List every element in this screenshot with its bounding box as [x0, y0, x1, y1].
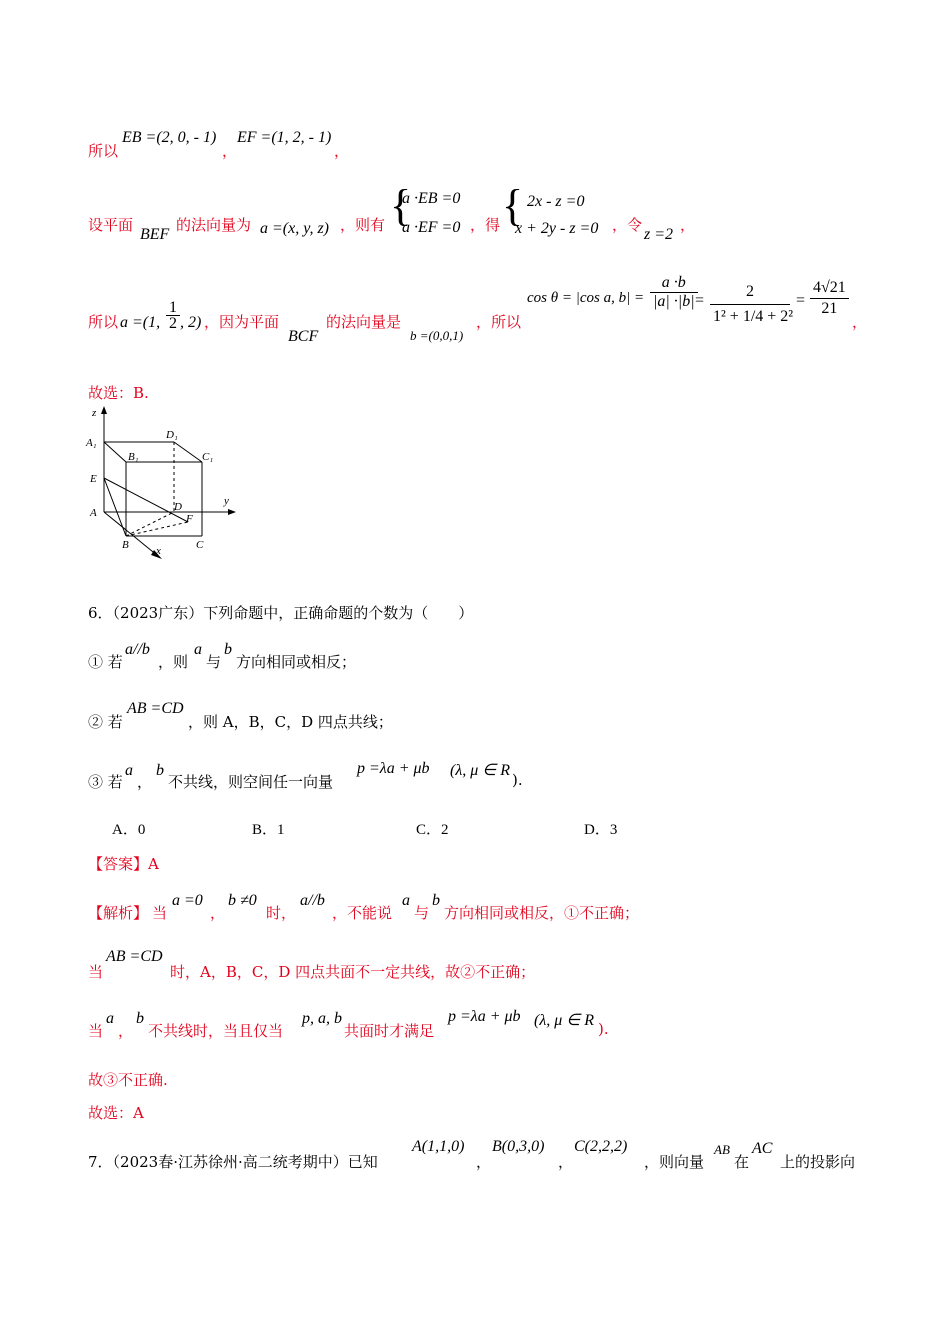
- text-projection: 上的投影向: [780, 1153, 856, 1171]
- q6-s2-end: ，则 A，B，C，D 四点共线；: [188, 713, 393, 731]
- math-a: a: [402, 892, 410, 909]
- q6-s3-b: b: [156, 762, 164, 779]
- text-comma: ，: [222, 142, 238, 160]
- text-equals: =: [796, 292, 806, 309]
- text-comma: ，: [210, 904, 226, 922]
- answer-label: 【答案】A: [88, 855, 159, 873]
- q6-s1-b: b: [224, 641, 232, 658]
- math-b-nonzero: b ≠0: [228, 892, 257, 909]
- q6-s3-a: a: [125, 762, 133, 779]
- text-when: 当: [152, 904, 168, 922]
- label-c: C: [196, 539, 204, 551]
- math-a-vec: a =(1,: [120, 314, 161, 331]
- math-plane-bcf: BCF: [288, 328, 319, 345]
- text-cannot: ，不能说: [332, 904, 393, 922]
- brace-left: {: [390, 181, 412, 230]
- text-therefore: ，所以: [476, 313, 522, 331]
- option-b: B．1: [252, 822, 285, 838]
- text-vector: ，则向量: [644, 1153, 705, 1171]
- math-ef: EF =(1, 2, - 1): [237, 129, 332, 146]
- text-when: 当: [88, 1022, 104, 1040]
- q6-s3-cond: (λ, μ ∈ R: [450, 762, 510, 779]
- math-pab: p, a, b: [302, 1010, 342, 1027]
- math-point-c: C(2,2,2): [574, 1138, 628, 1155]
- frac-two: $\frac{2}{\text{1² + 1/4 + 2²}}$: [710, 280, 790, 329]
- q7-stem: 7．（2023春·江苏徐州·高二统考期中）已知: [88, 1153, 378, 1171]
- q6-s3-pre: ③ 若: [88, 773, 123, 791]
- text-comma: ，: [558, 1153, 574, 1171]
- label-x: x: [156, 545, 161, 557]
- label-a: A: [90, 507, 97, 519]
- frac-result: $\frac{4√21}{21}$: [810, 278, 849, 319]
- text-normal-vector: 的法向量为: [176, 216, 252, 234]
- math-a-vec-end: , 2): [180, 314, 202, 331]
- q6-s1-a: a: [194, 641, 202, 658]
- math-a-zero: a =0: [172, 892, 203, 909]
- text-comma: ，: [680, 216, 696, 234]
- text-get: ，得: [470, 216, 501, 234]
- text-comma: ，: [476, 1153, 492, 1171]
- text-so: 所以: [88, 142, 119, 160]
- text-p2-end: 时，A，B，C，D 四点共面不一定共线，故②不正确；: [170, 963, 536, 981]
- math-cond: (λ, μ ∈ R: [534, 1012, 594, 1029]
- q6-s2-pre: ② 若: [88, 713, 123, 731]
- label-d: D: [174, 501, 182, 513]
- text-normal-is: 的法向量是: [326, 313, 402, 331]
- math-parallel: a//b: [300, 892, 325, 909]
- math-p-combo: p =λa + μb: [448, 1008, 521, 1025]
- brace-left: {: [502, 181, 524, 230]
- q6-s1-yu: 与: [206, 653, 222, 671]
- label-f: F: [186, 513, 193, 525]
- math-point-a: A(1,1,0): [412, 1138, 465, 1155]
- math-plane-bef: BEF: [140, 226, 170, 243]
- label-y: y: [224, 495, 229, 507]
- math-b-vec: b =(0,0,1): [410, 328, 464, 343]
- cube-figure: [84, 404, 244, 564]
- math-ac: AC: [752, 1140, 773, 1157]
- label-a1: A₁: [86, 437, 97, 449]
- q6-s1-end: 方向相同或相反；: [236, 653, 357, 671]
- q6-s1-m: a//b: [125, 641, 150, 658]
- q6-s3-c: ，: [137, 773, 153, 791]
- text-let: ，令: [612, 216, 643, 234]
- label-b: B: [122, 539, 129, 551]
- label-b1: B₁: [128, 451, 139, 463]
- option-a: A．0: [112, 822, 146, 838]
- math-ab-cd: AB =CD: [106, 948, 163, 965]
- text-p3-end: ).: [598, 1020, 609, 1038]
- math-a: a: [106, 1010, 114, 1027]
- math-z2: z =2: [644, 226, 674, 243]
- x-axis: [104, 512, 158, 556]
- text-at: 在: [734, 1153, 750, 1171]
- q6-s2-m: AB =CD: [127, 700, 184, 717]
- q6-s3-mid: 不共线，则空间任一向量: [168, 773, 334, 791]
- math-cos: cos θ = |cos a, b| =: [527, 290, 645, 306]
- math-a-xyz: a =(x, y, z): [260, 220, 329, 237]
- text-so: 所以: [88, 313, 119, 331]
- option-d: D．3: [584, 822, 618, 838]
- choice-b: 故选：B.: [88, 384, 149, 402]
- math-sys2a: 2x - z =0: [527, 193, 585, 210]
- math-b: b: [136, 1010, 144, 1027]
- math-ab: AB: [714, 1142, 730, 1157]
- frac-half: $\frac{1}{2}$: [166, 300, 180, 331]
- text-because: ，因为平面: [204, 313, 280, 331]
- option-c: C．2: [416, 822, 449, 838]
- math-b: b: [432, 892, 440, 909]
- math-sys1b: a ·EF =0: [402, 219, 461, 236]
- label-c1: C₁: [202, 451, 214, 463]
- math-eb: EB =(2, 0, - 1): [122, 129, 217, 146]
- math-sys2b: x + 2y - z =0: [515, 220, 599, 237]
- text-and: 与: [414, 904, 430, 922]
- q6-s3-p: p =λa + μb: [357, 760, 430, 777]
- label-d1: D₁: [166, 429, 178, 441]
- text-p4: 故③不正确.: [88, 1071, 168, 1089]
- analysis-tag: 【解析】: [88, 904, 149, 922]
- math-point-b: B(0,3,0): [492, 1138, 545, 1155]
- text-noncollinear: 不共线时，当且仅当: [148, 1022, 284, 1040]
- label-z: z: [92, 407, 97, 419]
- q6-stem: 6．（2023广东）下列命题中，正确命题的个数为（ ）: [88, 604, 474, 622]
- math-sys1a: a ·EB =0: [402, 190, 461, 207]
- text-set-plane: 设平面: [88, 216, 134, 234]
- text-p1-end: 方向相同或相反，①不正确；: [444, 904, 640, 922]
- text-comma: ，: [852, 313, 868, 331]
- label-e: E: [90, 473, 97, 485]
- text-coplanar: 共面时才满足: [344, 1022, 435, 1040]
- text-equals: =: [695, 292, 705, 309]
- line-eb-ef: [88, 140, 118, 161]
- text-time: 时，: [266, 904, 297, 922]
- q6-s1-mid: ，则: [158, 653, 189, 671]
- text-comma: ，: [118, 1022, 134, 1040]
- text-when: 当: [88, 963, 104, 981]
- text-comma: ，: [334, 142, 350, 160]
- text-then: ，则有: [340, 216, 386, 234]
- frac-abs: $\frac{a \cdot b}{|a| \cdot|b|}$: [650, 274, 698, 311]
- q6-s1-pre: ① 若: [88, 653, 123, 671]
- text-p5: 故选：A: [88, 1104, 144, 1122]
- q6-s3-end: ).: [512, 771, 523, 789]
